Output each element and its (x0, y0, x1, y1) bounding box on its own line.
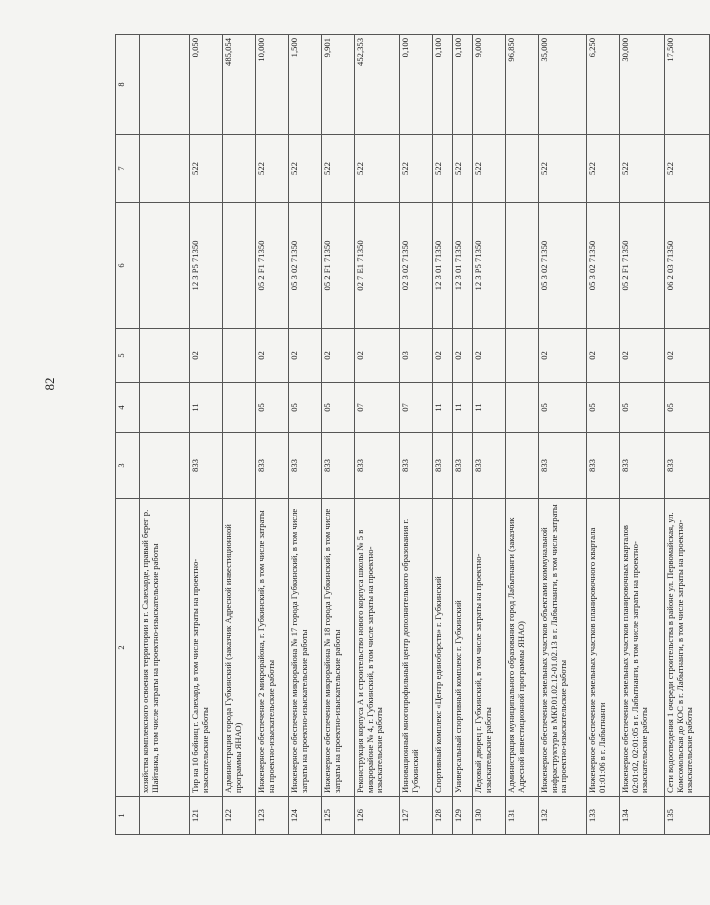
row-number-cell: 127 (400, 797, 433, 835)
name-cell: Спортивный комплекс «Центр единоборств» г. Губкинский (433, 499, 453, 797)
header-cell: 7 (116, 135, 140, 203)
code-cell: 833 (289, 433, 322, 499)
section-cell: 11 (433, 383, 453, 433)
subsection-cell (140, 329, 190, 383)
code-cell (506, 433, 539, 499)
expense-type-cell: 522 (587, 135, 620, 203)
target-article-cell: 12 3 01 71350 (453, 203, 473, 329)
expense-type-cell: 522 (453, 135, 473, 203)
code-cell: 833 (665, 433, 710, 499)
section-cell (223, 383, 256, 433)
section-cell: 07 (355, 383, 400, 433)
section-cell: 05 (665, 383, 710, 433)
table-row (539, 35, 587, 835)
name-cell: хозяйства комплексного освоения территории в г. Салехарде, правый берег р. Шайтанка, в том числе затраты на проектно-изыскательские работы (140, 499, 190, 797)
row-number-cell: 126 (355, 797, 400, 835)
subsection-cell: 02 (256, 329, 289, 383)
target-article-cell: 02 3 02 71350 (400, 203, 433, 329)
header-cell: 3 (116, 433, 140, 499)
amount-cell: 1,500 (289, 35, 322, 135)
amount-cell: 452,353 (355, 35, 400, 135)
section-cell: 05 (620, 383, 665, 433)
section-cell: 11 (453, 383, 473, 433)
amount-cell: 485,054 (223, 35, 256, 135)
subsection-cell: 02 (433, 329, 453, 383)
target-article-cell: 12 3 01 71350 (433, 203, 453, 329)
target-article-cell: 12 3 P5 71350 (473, 203, 506, 329)
section-cell (506, 383, 539, 433)
row-number-cell: 124 (289, 797, 322, 835)
expense-type-cell: 522 (190, 135, 223, 203)
name-cell: Сети водоотведения 1 очереди строительства в районе ул. Первомайская, ул. Комсомольская до КОС в г. Лабытнанги, в том числе затраты на проектно-изыскательские работы (665, 499, 710, 797)
amount-cell: 9,901 (322, 35, 355, 135)
code-cell: 833 (473, 433, 506, 499)
section-cell (140, 383, 190, 433)
row-number-cell: 129 (453, 797, 473, 835)
expense-type-cell: 522 (355, 135, 400, 203)
row-number-cell: 123 (256, 797, 289, 835)
target-article-cell: 05 2 F1 71350 (620, 203, 665, 329)
expense-type-cell: 522 (256, 135, 289, 203)
section-cell: 07 (400, 383, 433, 433)
budget-table-rotated (115, 35, 695, 835)
row-number-cell: 133 (587, 797, 620, 835)
expense-type-cell: 522 (289, 135, 322, 203)
name-cell: Инженерное обеспечение микрорайона № 18 города Губкинский, в том числе затраты на проектно-изыскательские работы (322, 499, 355, 797)
section-cell: 05 (289, 383, 322, 433)
table-row (433, 35, 453, 835)
code-cell (140, 433, 190, 499)
code-cell: 833 (322, 433, 355, 499)
target-article-cell: 05 2 F1 71350 (322, 203, 355, 329)
target-article-cell: 12 3 P5 71350 (190, 203, 223, 329)
amount-cell: 96,850 (506, 35, 539, 135)
name-cell: Инженерное обеспечение земельных участков планировочных кварталов 02:01:02, 02:01:05 в г. Лабытнанги, в том числе затраты на проектно-изыскательские работы (620, 499, 665, 797)
amount-cell: 0,050 (190, 35, 223, 135)
code-cell: 833 (620, 433, 665, 499)
subsection-cell: 03 (400, 329, 433, 383)
subsection-cell: 02 (453, 329, 473, 383)
expense-type-cell: 522 (473, 135, 506, 203)
expense-type-cell (506, 135, 539, 203)
row-number-cell: 122 (223, 797, 256, 835)
row-number-cell: 134 (620, 797, 665, 835)
header-cell: 2 (116, 499, 140, 797)
row-number-cell: 132 (539, 797, 587, 835)
name-cell: Инженерное обеспечение земельных участков планировочного квартала 01:01:06 в г. Лабытнанги (587, 499, 620, 797)
target-article-cell (506, 203, 539, 329)
section-cell: 11 (190, 383, 223, 433)
table-row (506, 35, 539, 835)
table-row (587, 35, 620, 835)
subsection-cell (506, 329, 539, 383)
name-cell: Реконструкция корпуса А и строительство нового корпуса школы № 5 в микрорайоне № 4, г. Губкинский, в том числе затраты на проектно-изыскательские работы (355, 499, 400, 797)
target-article-cell: 02 7 E1 71350 (355, 203, 400, 329)
amount-cell: 0,100 (400, 35, 433, 135)
target-article-cell: 05 2 F1 71350 (256, 203, 289, 329)
name-cell: Инженерное обеспечение 2 микрорайона, г. Губкинский, в том числе затраты на проектно-изыскательские работы (256, 499, 289, 797)
expense-type-cell (140, 135, 190, 203)
name-cell: Инженерное обеспечение микрорайона № 17 города Губкинский, в том числе затраты на проектно-изыскательские работы (289, 499, 322, 797)
target-article-cell (140, 203, 190, 329)
amount-cell: 17,500 (665, 35, 710, 135)
expense-type-cell: 522 (539, 135, 587, 203)
row-number-cell: 121 (190, 797, 223, 835)
amount-cell: 6,250 (587, 35, 620, 135)
table-row (190, 35, 223, 835)
subsection-cell: 02 (355, 329, 400, 383)
code-cell: 833 (190, 433, 223, 499)
amount-cell: 0,100 (433, 35, 453, 135)
expense-type-cell: 522 (322, 135, 355, 203)
target-article-cell: 06 2 03 71350 (665, 203, 710, 329)
header-cell: 5 (116, 329, 140, 383)
expense-type-cell: 522 (665, 135, 710, 203)
row-number-cell: 125 (322, 797, 355, 835)
row-number-cell: 130 (473, 797, 506, 835)
subsection-cell: 02 (539, 329, 587, 383)
table-row (400, 35, 433, 835)
amount-cell: 9,000 (473, 35, 506, 135)
amount-cell: 30,000 (620, 35, 665, 135)
name-cell: Инженерное обеспечение земельных участков объектами коммунальной инфраструктуры в МКР.01.02.12-01.02.13 в г. Лабытнанги, в том числе затраты на проектно-изыскательские работы (539, 499, 587, 797)
name-cell: Администрация города Губкинский (заказчик Адресной инвестиционной программы ЯНАО) (223, 499, 256, 797)
code-cell: 833 (256, 433, 289, 499)
expense-type-cell: 522 (620, 135, 665, 203)
section-cell: 05 (322, 383, 355, 433)
table-row (256, 35, 289, 835)
row-number-cell: 131 (506, 797, 539, 835)
table-row (453, 35, 473, 835)
budget-table (115, 34, 710, 835)
row-number-cell: 128 (433, 797, 453, 835)
table-row (289, 35, 322, 835)
subsection-cell: 02 (587, 329, 620, 383)
section-cell: 05 (256, 383, 289, 433)
name-cell: Универсальный спортивный комплекс г. Губкинский (453, 499, 473, 797)
code-cell: 833 (453, 433, 473, 499)
section-cell: 05 (587, 383, 620, 433)
subsection-cell (223, 329, 256, 383)
header-cell: 1 (116, 797, 140, 835)
table-row (140, 35, 190, 835)
subsection-cell: 02 (289, 329, 322, 383)
subsection-cell: 02 (190, 329, 223, 383)
table-row (223, 35, 256, 835)
table-row (473, 35, 506, 835)
code-cell: 833 (539, 433, 587, 499)
name-cell: Администрация муниципального образования город Лабытнанги (заказчик Адресной инвестиционной программы ЯНАО) (506, 499, 539, 797)
code-cell: 833 (587, 433, 620, 499)
table-row (620, 35, 665, 835)
amount-cell (140, 35, 190, 135)
header-cell: 6 (116, 203, 140, 329)
section-cell: 05 (539, 383, 587, 433)
table-row (355, 35, 400, 835)
row-number-cell: 135 (665, 797, 710, 835)
code-cell: 833 (355, 433, 400, 499)
table-row (665, 35, 710, 835)
target-article-cell (223, 203, 256, 329)
header-cell: 4 (116, 383, 140, 433)
table-row (322, 35, 355, 835)
subsection-cell: 02 (473, 329, 506, 383)
expense-type-cell: 522 (400, 135, 433, 203)
target-article-cell: 05 3 02 71350 (539, 203, 587, 329)
target-article-cell: 05 3 02 71350 (587, 203, 620, 329)
target-article-cell: 05 3 02 71350 (289, 203, 322, 329)
subsection-cell: 02 (620, 329, 665, 383)
subsection-cell: 02 (665, 329, 710, 383)
subsection-cell: 02 (322, 329, 355, 383)
amount-cell: 10,000 (256, 35, 289, 135)
code-cell: 833 (433, 433, 453, 499)
name-cell: Инновационный многопрофильный центр дополнительного образования г. Губкинский (400, 499, 433, 797)
expense-type-cell (223, 135, 256, 203)
page-number: 82 (42, 377, 57, 391)
amount-cell: 35,000 (539, 35, 587, 135)
name-cell: Тир на 10 бойниц г. Салехард, в том числе затраты на проектно-изыскательские работы (190, 499, 223, 797)
row-number-cell (140, 797, 190, 835)
code-cell (223, 433, 256, 499)
name-cell: Ледовый дворец г. Губкинский, в том числе затраты на проектно-изыскательские работы (473, 499, 506, 797)
header-cell: 8 (116, 35, 140, 135)
expense-type-cell: 522 (433, 135, 453, 203)
section-cell: 11 (473, 383, 506, 433)
header-row (116, 35, 140, 835)
code-cell: 833 (400, 433, 433, 499)
amount-cell: 0,100 (453, 35, 473, 135)
